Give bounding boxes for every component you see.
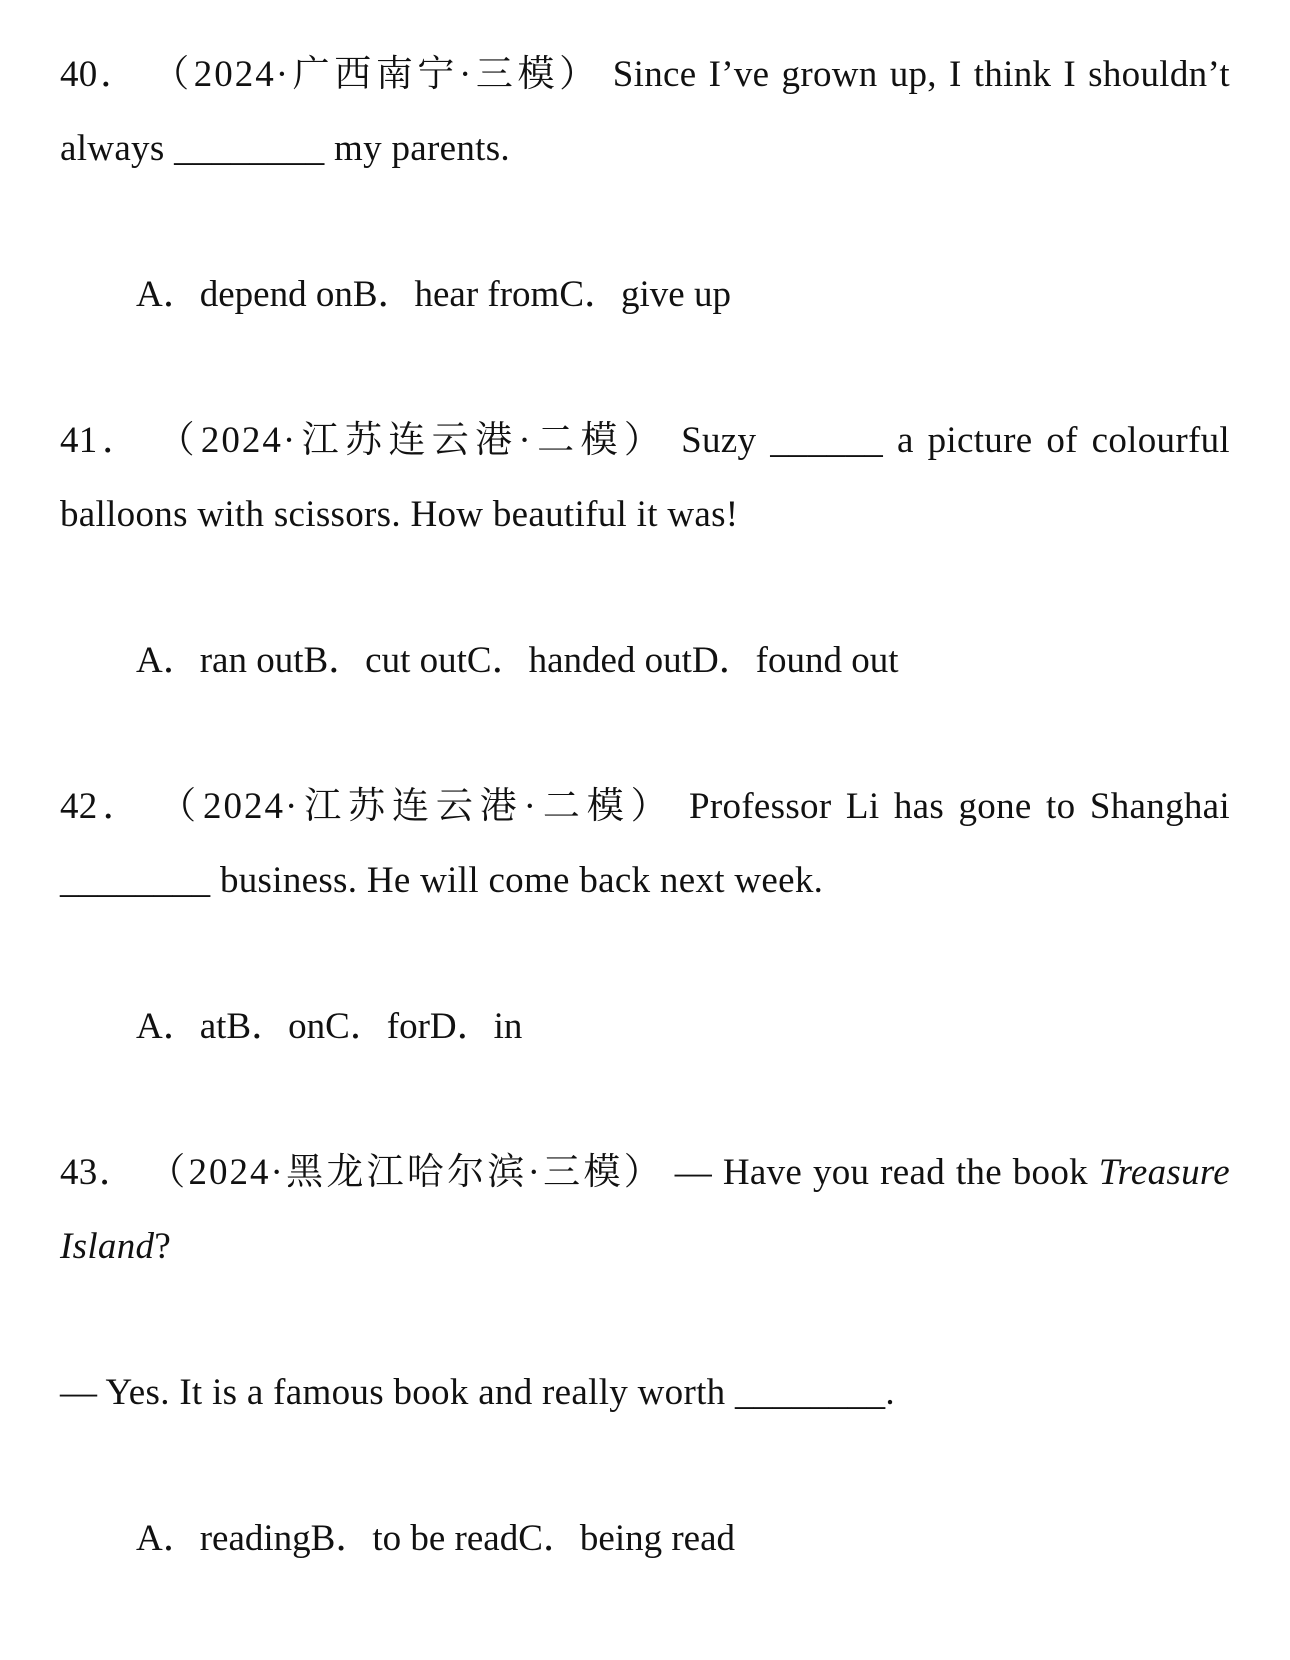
question-stem — [60, 38, 1230, 186]
worksheet-page — [60, 38, 1230, 1576]
question-text-end: ? — [154, 1226, 172, 1267]
question-number: 40． — [60, 54, 141, 95]
question-40 — [60, 38, 1230, 332]
question-source: （2024·广西南宁·三模） — [152, 54, 601, 95]
answer-options: A．ran outB．cut outC．handed outD．found out — [136, 640, 899, 681]
question-stem — [60, 404, 1230, 552]
question-source: （2024·江苏连云港·二模） — [157, 420, 668, 461]
question-number: 41． — [60, 420, 144, 461]
question-41 — [60, 404, 1230, 698]
question-number: 42． — [60, 786, 145, 827]
answer-options: A．atB．onC．forD．in — [136, 1006, 523, 1047]
question-text: — Have you read the book — [674, 1152, 1099, 1193]
question-source: （2024·黑龙江哈尔滨·三模） — [148, 1152, 664, 1193]
question-text: Professor Li has gone to Shanghai ________ business. He will come back next week. — [60, 786, 1230, 901]
question-43 — [60, 1136, 1230, 1576]
question-source: （2024·江苏连云港·二模） — [159, 786, 675, 827]
answer-options: A．depend onB．hear fromC．give up — [136, 274, 731, 315]
question-text: Since I’ve grown up, I think I shouldn’t always ________ my parents. — [60, 54, 1230, 169]
question-number: 43． — [60, 1152, 138, 1193]
question-stem — [60, 770, 1230, 918]
question-stem — [60, 1136, 1230, 1284]
answer-options: A．readingB．to be readC．being read — [136, 1518, 736, 1559]
dialogue-reply: — Yes. It is a famous book and really worth ________. — [60, 1372, 895, 1413]
book-title: Treasure Island — [60, 1152, 1230, 1267]
question-text: Suzy ______ a picture of colourful balloons with scissors. How beautiful it was! — [60, 420, 1230, 535]
question-42 — [60, 770, 1230, 1064]
